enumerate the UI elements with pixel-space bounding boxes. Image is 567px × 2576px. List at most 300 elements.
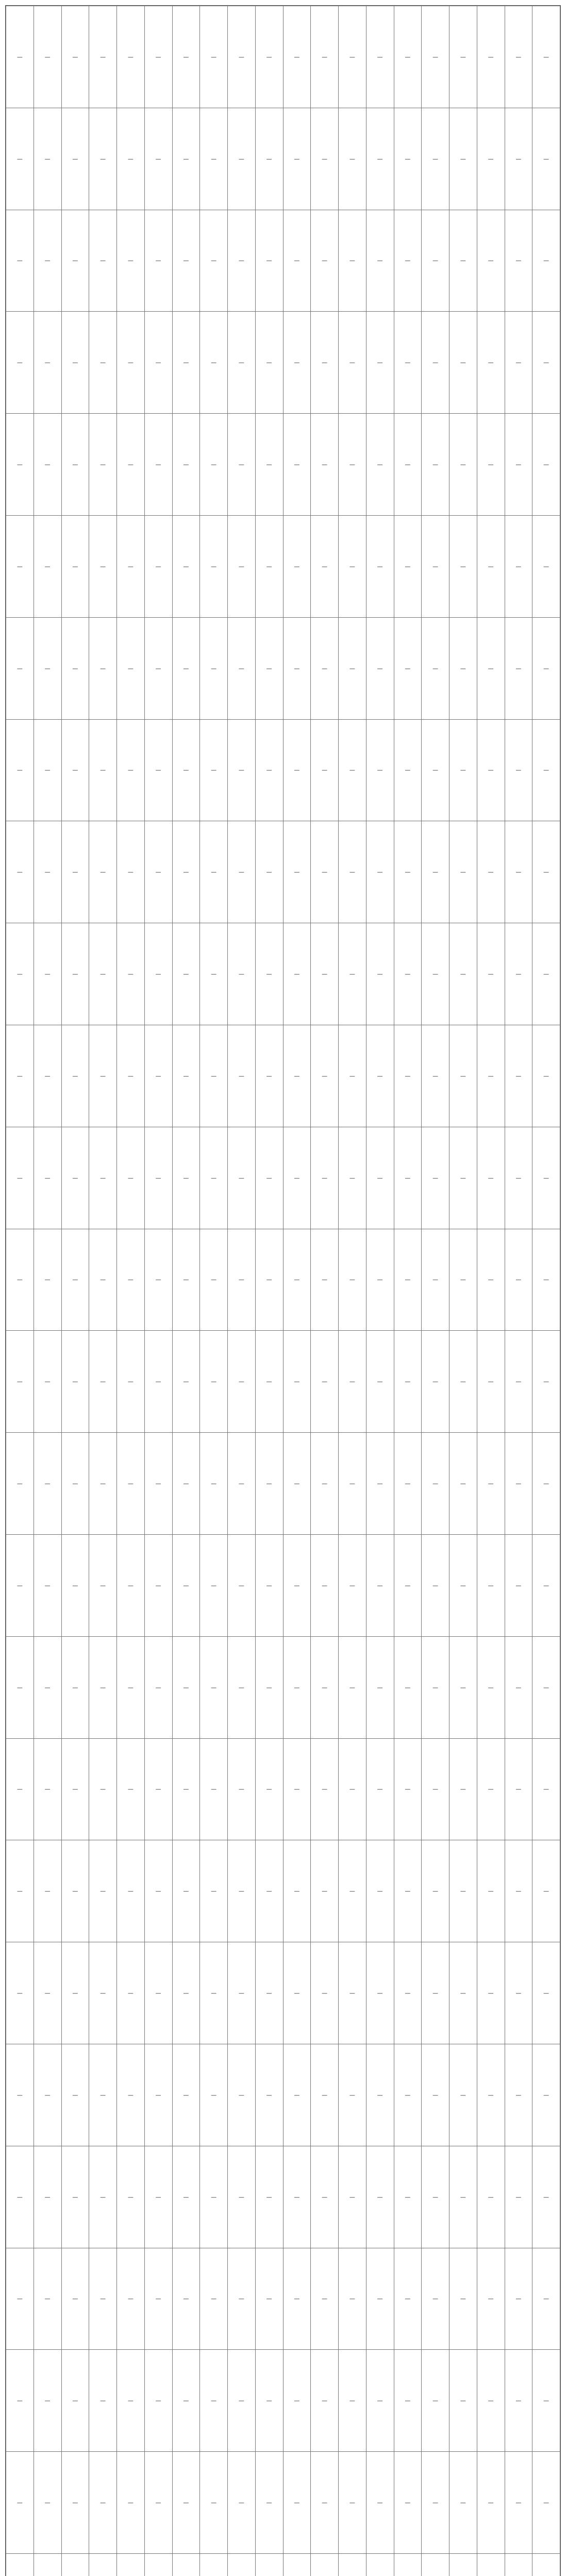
table-cell: — [532,2146,560,2248]
table-cell: — [89,312,117,414]
table-cell: — [228,1433,256,1535]
table-cell: — [6,2146,34,2248]
table-cell: — [532,515,560,617]
table-cell: — [34,2044,61,2146]
table-cell: — [532,1025,560,1127]
table-cell: — [228,617,256,719]
table-cell: — [117,2146,145,2248]
table-cell: — [394,617,422,719]
table-cell: — [422,6,449,108]
table-cell: — [366,1229,394,1331]
table-cell: — [34,617,61,719]
table-cell: — [366,1534,394,1636]
table-cell: — [6,1636,34,1738]
table-cell: — [422,1942,449,2044]
table-cell: — [228,1942,256,2044]
table-cell: — [394,2350,422,2452]
table-cell: — [505,515,532,617]
table-cell: — [366,2350,394,2452]
table-cell: — [477,923,505,1025]
table-cell: — [34,1534,61,1636]
table-row [6,1127,560,1229]
table-cell: — [532,2044,560,2146]
table-cell: — [61,1127,89,1229]
table-cell: — [339,2146,366,2248]
table-cell: — [394,1127,422,1229]
table-row [6,312,560,414]
table-cell: — [89,1229,117,1331]
table-cell: — [532,210,560,312]
table-cell: — [477,2044,505,2146]
table-cell: — [6,6,34,108]
table-cell: — [366,1636,394,1738]
table-cell: — [449,2044,477,2146]
table-cell: — [311,719,339,821]
table-row [6,1229,560,1331]
table-cell: — [366,6,394,108]
table-cell: — [200,719,228,821]
table-cell: — [228,719,256,821]
table-cell: — [144,2350,172,2452]
table-cell: — [366,1127,394,1229]
table-cell: — [283,2452,311,2554]
table-cell: — [34,821,61,923]
table-cell: — [339,2044,366,2146]
table-cell: — [61,1433,89,1535]
table-cell: — [283,210,311,312]
table-cell: — [366,719,394,821]
table-grid [6,6,560,2576]
table-row [6,1942,560,2044]
table-cell: — [144,1942,172,2044]
table-cell: — [311,6,339,108]
table-row [6,1331,560,1433]
table-cell: — [61,821,89,923]
table-cell: — [255,719,283,821]
table-cell: — [422,312,449,414]
table-cell: — [172,1229,200,1331]
table-cell: — [61,515,89,617]
table-cell: — [422,821,449,923]
table-cell: — [34,108,61,210]
table-cell: — [311,312,339,414]
table-cell: — [228,1025,256,1127]
table-cell [283,2553,311,2576]
table-cell: — [6,515,34,617]
table-cell: — [117,6,145,108]
table-cell: — [34,923,61,1025]
table-cell: — [339,1840,366,1942]
table-cell: — [532,2350,560,2452]
table-cell: — [394,2452,422,2554]
table-cell: — [6,414,34,516]
table-cell: — [144,108,172,210]
table-cell: — [477,1127,505,1229]
table-cell: — [255,923,283,1025]
table-cell: — [34,1331,61,1433]
table-cell: — [61,1840,89,1942]
table-cell: — [144,1229,172,1331]
table-cell: — [366,1331,394,1433]
table-cell: — [532,923,560,1025]
table-cell: — [449,1433,477,1535]
table-cell: — [449,108,477,210]
table-cell: — [394,1738,422,1840]
table-cell: — [6,2044,34,2146]
table-cell: — [6,1534,34,1636]
table-cell: — [339,1942,366,2044]
table-cell: — [89,6,117,108]
table-cell: — [339,821,366,923]
table-cell: — [255,1331,283,1433]
table-cell: — [34,2248,61,2350]
table-row [6,1433,560,1535]
table-cell: — [255,1840,283,1942]
table-cell: — [477,1331,505,1433]
table-cell: — [283,2146,311,2248]
table-cell: — [283,414,311,516]
table-cell: — [449,1636,477,1738]
table-cell: — [449,821,477,923]
table-cell: — [117,2248,145,2350]
table-cell: — [505,6,532,108]
table-row [6,821,560,923]
table-cell: — [505,2044,532,2146]
table-cell: — [89,923,117,1025]
table-cell: — [117,617,145,719]
table-cell: — [311,1636,339,1738]
table-cell: — [255,1636,283,1738]
table-row [6,1534,560,1636]
table-cell: — [394,923,422,1025]
table-cell: — [6,923,34,1025]
table-cell: — [117,1840,145,1942]
table-cell: — [117,1433,145,1535]
table-cell: — [422,414,449,516]
table-cell: — [283,1942,311,2044]
table-cell: — [449,1534,477,1636]
table-cell: — [200,617,228,719]
table-row [6,617,560,719]
table-cell: — [89,1331,117,1433]
table-cell: — [200,1942,228,2044]
table-cell: — [505,414,532,516]
table-cell: — [532,821,560,923]
table-row [6,515,560,617]
table-cell: — [34,6,61,108]
table-cell: — [394,1840,422,1942]
table-cell: — [477,1738,505,1840]
table-cell: — [172,108,200,210]
table-cell: — [422,2044,449,2146]
table-cell: — [172,923,200,1025]
table-cell: — [311,1229,339,1331]
table-cell: — [477,2146,505,2248]
table-cell: — [200,1738,228,1840]
table-cell: — [339,2350,366,2452]
table-cell: — [200,1025,228,1127]
table-cell: — [144,1840,172,1942]
table-cell [172,2553,200,2576]
table-cell: — [532,2452,560,2554]
table-cell: — [339,1331,366,1433]
table-cell: — [366,2044,394,2146]
table-cell: — [228,6,256,108]
table-cell: — [61,2248,89,2350]
table-cell: — [311,2452,339,2554]
table-cell: — [172,1433,200,1535]
table-cell: — [394,2044,422,2146]
table-cell: — [89,1534,117,1636]
table-cell: — [339,617,366,719]
table-cell: — [228,108,256,210]
table-cell: — [394,1025,422,1127]
table-cell: — [449,6,477,108]
table-cell: — [200,515,228,617]
table-cell: — [477,2248,505,2350]
table-cell: — [532,719,560,821]
table-cell: — [200,1534,228,1636]
table-cell: — [117,2044,145,2146]
table-cell: — [339,1127,366,1229]
table-cell: — [172,2248,200,2350]
table-cell: — [311,1331,339,1433]
table-cell: — [366,1433,394,1535]
table-cell: — [422,108,449,210]
table-cell: — [6,1942,34,2044]
table-cell: — [394,1942,422,2044]
table-cell: — [477,515,505,617]
table-cell: — [505,1433,532,1535]
table-row [6,1738,560,1840]
table-cell: — [477,1942,505,2044]
table-cell: — [61,1636,89,1738]
table-cell: — [172,210,200,312]
table-cell: — [477,312,505,414]
table-cell: — [61,617,89,719]
table-cell: — [449,210,477,312]
table-cell: — [172,414,200,516]
table-cell: — [200,1433,228,1535]
table-cell: — [89,414,117,516]
table-cell: — [89,2146,117,2248]
table-row [6,2350,560,2452]
table-cell: — [505,1127,532,1229]
table-cell: — [339,1534,366,1636]
table-cell: — [505,1025,532,1127]
table-cell: — [61,2044,89,2146]
table-cell: — [144,1025,172,1127]
table-cell: — [422,1127,449,1229]
table-cell: — [422,515,449,617]
table-cell: — [394,1331,422,1433]
table-cell: — [89,1433,117,1535]
table-cell: — [117,1229,145,1331]
table-cell: — [394,6,422,108]
table-cell: — [172,1636,200,1738]
table-cell: — [89,210,117,312]
table-row [6,1636,560,1738]
table-cell: — [144,515,172,617]
table-cell: — [339,414,366,516]
table-cell: — [228,923,256,1025]
table-cell: — [255,617,283,719]
table-cell: — [117,210,145,312]
table-cell: — [6,108,34,210]
table-cell: — [228,2248,256,2350]
table-cell: — [477,2452,505,2554]
table-cell: — [477,1636,505,1738]
table-cell: — [89,1127,117,1229]
table-cell: — [6,1229,34,1331]
table-cell: — [34,1840,61,1942]
table-row [6,108,560,210]
table-row [6,1025,560,1127]
table-cell: — [477,210,505,312]
table-cell: — [422,1636,449,1738]
table-cell: — [422,1433,449,1535]
table-cell: — [449,2452,477,2554]
table-cell [228,2553,256,2576]
table-cell: — [255,2146,283,2248]
table-cell: — [228,2350,256,2452]
table-cell: — [255,108,283,210]
table-cell: — [34,2452,61,2554]
table-cell: — [61,719,89,821]
table-cell: — [366,617,394,719]
table-cell: — [339,6,366,108]
table-cell: — [477,1229,505,1331]
table-cell: — [89,1025,117,1127]
table-cell: — [61,2146,89,2248]
table-cell: — [89,719,117,821]
table-cell: — [422,1840,449,1942]
table-cell: — [172,1127,200,1229]
table-cell: — [255,1127,283,1229]
table-cell: — [477,821,505,923]
table-cell: — [34,2146,61,2248]
table-cell: — [6,2452,34,2554]
table-cell: — [117,923,145,1025]
table-cell: — [6,1127,34,1229]
table-row [6,6,560,108]
table-cell: — [117,1534,145,1636]
table-cell: — [6,617,34,719]
table-cell: — [283,1738,311,1840]
table-cell: — [255,1433,283,1535]
table-cell: — [283,923,311,1025]
table-cell: — [117,414,145,516]
table-cell: — [366,312,394,414]
table-cell: — [228,2146,256,2248]
table-cell: — [505,1636,532,1738]
table-cell [422,2553,449,2576]
table-cell: — [311,2146,339,2248]
table-cell [61,2553,89,2576]
table-cell: — [34,515,61,617]
table-cell: — [505,1331,532,1433]
table-cell: — [311,515,339,617]
table-cell: — [311,1433,339,1535]
table-cell: — [172,2044,200,2146]
table-cell: — [283,2350,311,2452]
table-cell: — [34,1127,61,1229]
table-cell: — [505,923,532,1025]
table-cell: — [228,1636,256,1738]
table-cell: — [477,617,505,719]
table-cell: — [228,1534,256,1636]
table-cell: — [228,1127,256,1229]
table-cell: — [34,1229,61,1331]
table-cell: — [228,1331,256,1433]
table-cell: — [228,515,256,617]
table-cell: — [422,923,449,1025]
table-cell: — [505,1840,532,1942]
table-cell: — [532,414,560,516]
table-cell: — [172,515,200,617]
table-cell: — [339,2248,366,2350]
table-cell: — [283,2248,311,2350]
table-cell: — [366,1840,394,1942]
table-cell: — [172,1534,200,1636]
table-cell: — [117,1636,145,1738]
table-cell: — [366,515,394,617]
table-cell: — [89,108,117,210]
table-row [6,2248,560,2350]
table-row [6,2553,560,2576]
table-cell: — [34,1025,61,1127]
table-cell: — [449,2350,477,2452]
table-cell: — [505,821,532,923]
table-cell: — [255,312,283,414]
table-cell [255,2553,283,2576]
table-cell: — [117,1738,145,1840]
table-cell: — [505,2248,532,2350]
table-cell: — [449,414,477,516]
table-cell: — [311,414,339,516]
table-cell: — [449,617,477,719]
table-cell: — [89,2452,117,2554]
table-cell: — [117,1025,145,1127]
table-cell: — [422,2146,449,2248]
table-cell: — [311,2350,339,2452]
table-cell: — [505,210,532,312]
table-cell: — [200,1636,228,1738]
table-cell: — [172,312,200,414]
table-cell: — [394,210,422,312]
table-cell: — [144,6,172,108]
table-cell: — [311,1942,339,2044]
table-cell: — [144,1331,172,1433]
table-cell: — [89,1942,117,2044]
table-cell: — [117,1331,145,1433]
table-cell: — [422,210,449,312]
table-cell: — [394,719,422,821]
table-cell: — [200,2350,228,2452]
table-cell: — [61,1331,89,1433]
table-cell: — [255,821,283,923]
table-cell: — [61,108,89,210]
table-cell: — [255,1229,283,1331]
table-row [6,414,560,516]
table-cell: — [477,108,505,210]
table-cell: — [339,108,366,210]
table-cell: — [6,821,34,923]
table-cell: — [283,2044,311,2146]
table-cell: — [505,2452,532,2554]
table-cell: — [422,719,449,821]
table-row [6,719,560,821]
